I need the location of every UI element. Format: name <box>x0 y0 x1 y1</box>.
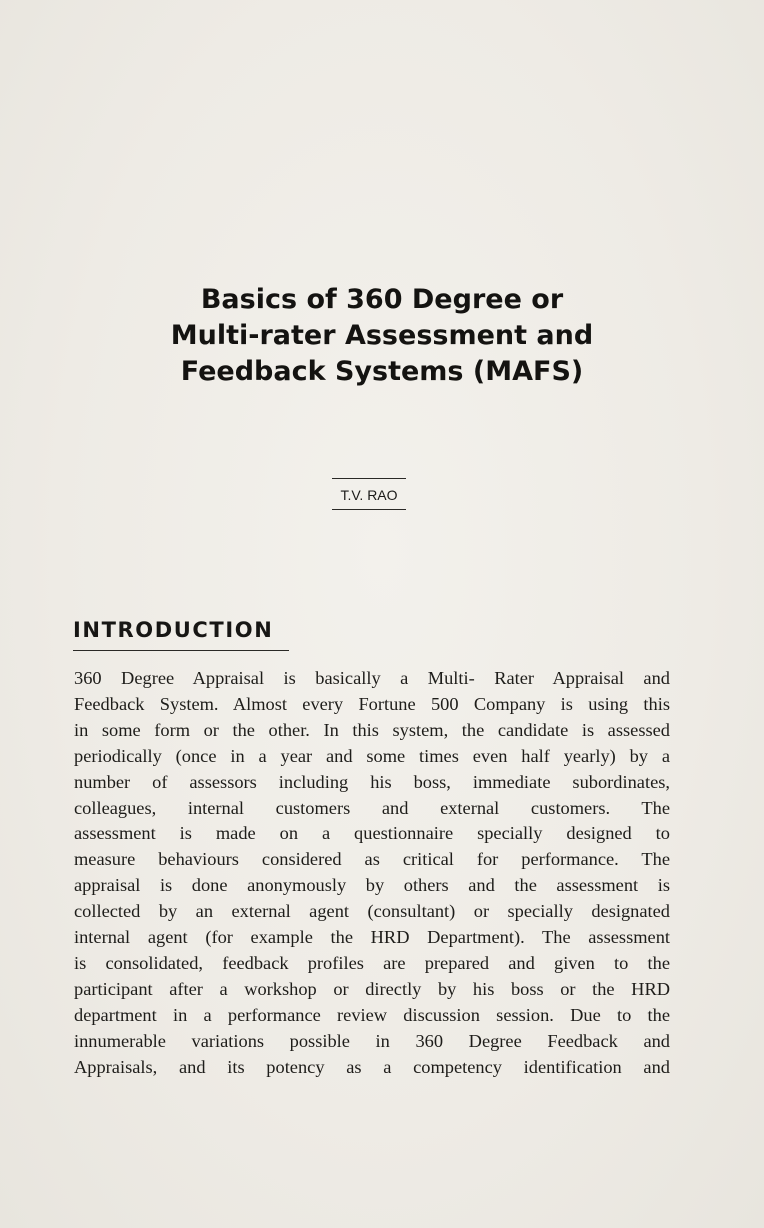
body-paragraph <box>74 666 670 1081</box>
chapter-title-line-2: Multi-rater Assessment and <box>170 320 594 351</box>
body-line: number of assessors including his boss, immediate subordinates, <box>74 771 670 792</box>
body-line: in some form or the other. In this system, the candidate is assessed <box>74 719 670 740</box>
body-line: periodically (once in a year and some times even half yearly) by a <box>74 745 670 766</box>
body-line: is consolidated, feedback profiles are prepared and given to the <box>74 952 670 973</box>
body-line: internal agent (for example the HRD Department). The assessment <box>74 927 670 948</box>
section-heading-rule <box>73 650 289 651</box>
chapter-title <box>0 282 764 390</box>
body-line: measure behaviours considered as critical for performance. The <box>74 849 670 870</box>
author-name: T.V. RAO <box>340 487 398 503</box>
author-rule-bottom <box>332 509 406 510</box>
chapter-title-line-3: Feedback Systems (MAFS) <box>180 356 584 387</box>
section-heading: INTRODUCTION <box>73 618 274 642</box>
body-line: colleagues, internal customers and external customers. The <box>74 797 670 818</box>
body-line: innumerable variations possible in 360 Degree Feedback and <box>74 1030 670 1051</box>
body-line: collected by an external agent (consultant) or specially designated <box>74 901 670 922</box>
body-line: assessment is made on a questionnaire specially designed to <box>74 823 670 844</box>
body-line: appraisal is done anonymously by others and the assessment is <box>74 875 670 896</box>
body-line: Feedback System. Almost every Fortune 500 Company is using this <box>74 693 670 714</box>
body-line: 360 Degree Appraisal is basically a Multi- Rater Appraisal and <box>74 668 670 688</box>
author-block <box>332 478 406 510</box>
body-line: department in a performance review discussion session. Due to the <box>74 1004 670 1025</box>
body-line: Appraisals, and its potency as a competency identification and <box>74 1056 670 1077</box>
chapter-title-line-1: Basics of 360 Degree or <box>200 284 564 315</box>
body-line: participant after a workshop or directly by his boss or the HRD <box>74 978 670 999</box>
